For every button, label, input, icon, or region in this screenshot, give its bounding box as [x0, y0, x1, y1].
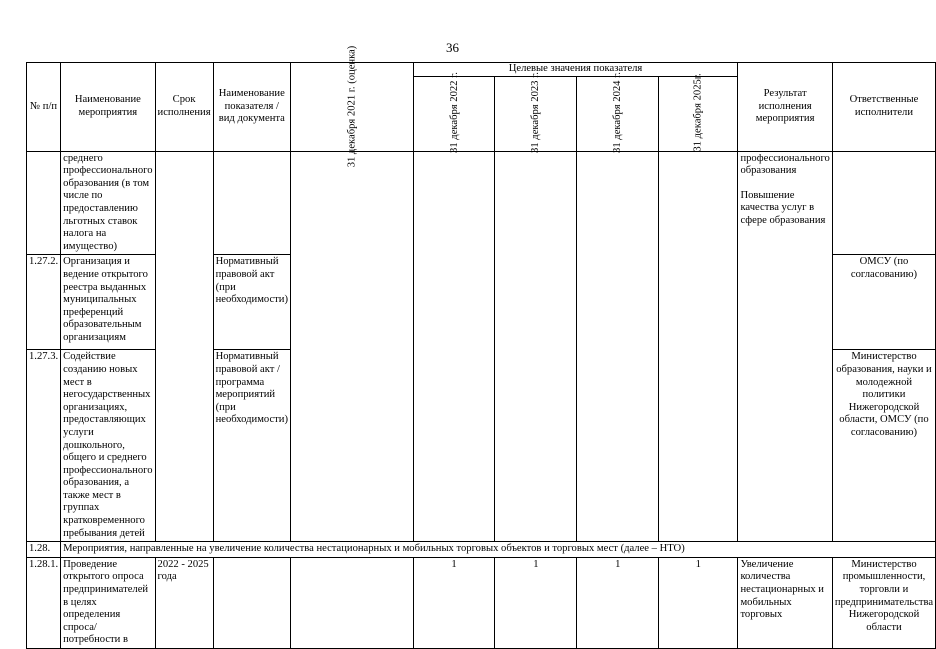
value-2024: 1 [577, 557, 659, 648]
row-indicator: Нормативный правовой акт (при необходимости) [213, 255, 290, 350]
header-targets-group: Целевые значения показателя [413, 63, 738, 77]
header-name: Наименование мероприятия [61, 63, 155, 152]
header-2023: 31 декабря 2023 г. [495, 76, 577, 151]
table-row-1-28-1 [27, 557, 936, 648]
row-num: 1.27.2. [27, 255, 61, 350]
row-num: 1.27.3. [27, 350, 61, 542]
header-2024: 31 декабря 2024 г. [577, 76, 659, 151]
header-2025: 31 декабря 2025г. [659, 76, 738, 151]
row-num: 1.28. [27, 542, 61, 558]
row-result: Увеличение количества нестационарных и мобильных торговых [738, 557, 832, 648]
row-name: Организация и ведение открытого реестра выданных муниципальных преференций образовательным организациям [61, 255, 155, 350]
row-num: 1.28.1. [27, 557, 61, 648]
header-responsible: Ответственные исполнители [832, 63, 935, 152]
page-number: 36 [446, 40, 459, 55]
row-name: Проведение открытого опроса предпринимателей в целях определения спроса/потребности в [61, 557, 155, 648]
value-2025: 1 [659, 557, 738, 648]
header-2022: 31 декабря 2022 г. [413, 76, 495, 151]
row-name: Содействие созданию новых мест в негосударственных организациях, предоставляющих услуги дошкольного, общего и среднего профессионального образования, а также мест в группах кратковременного пребывания детей [61, 350, 155, 542]
header-num: № п/п [27, 63, 61, 152]
header-result: Результат исполнения мероприятия [738, 63, 832, 152]
value-2023: 1 [495, 557, 577, 648]
table-row-continuation [27, 151, 936, 255]
row-responsible: Министерство образования, науки и молодежной политики Нижегородской области, ОМСУ (по согласованию) [832, 350, 935, 542]
header-base-2021: 31 декабря 2021 г. (оценка) [290, 63, 413, 152]
header-term: Срок исполнения [155, 63, 213, 152]
cont-result: профессионального образования Повышение качества услуг в сфере образования [738, 151, 832, 542]
row-term: 2022 - 2025 года [155, 557, 213, 648]
row-responsible: Министерство промышленности, торговли и предпринимательства Нижегородской области [832, 557, 935, 648]
table-row-1-28 [27, 542, 936, 558]
header-row-1 [27, 63, 936, 77]
row-indicator: Нормативный правовой акт / программа мероприятий (при необходимости) [213, 350, 290, 542]
header-indicator: Наименование показателя / вид документа [213, 63, 290, 152]
cont-name: среднего профессионального образования (в том числе по предоставлению льготных ставок налога на имущество) [61, 151, 155, 255]
section-title: Мероприятия, направленные на увеличение количества нестационарных и мобильных торговых объектов и торговых мест (далее – НТО) [61, 542, 936, 558]
row-responsible: ОМСУ (по согласованию) [832, 255, 935, 350]
value-2022: 1 [413, 557, 495, 648]
